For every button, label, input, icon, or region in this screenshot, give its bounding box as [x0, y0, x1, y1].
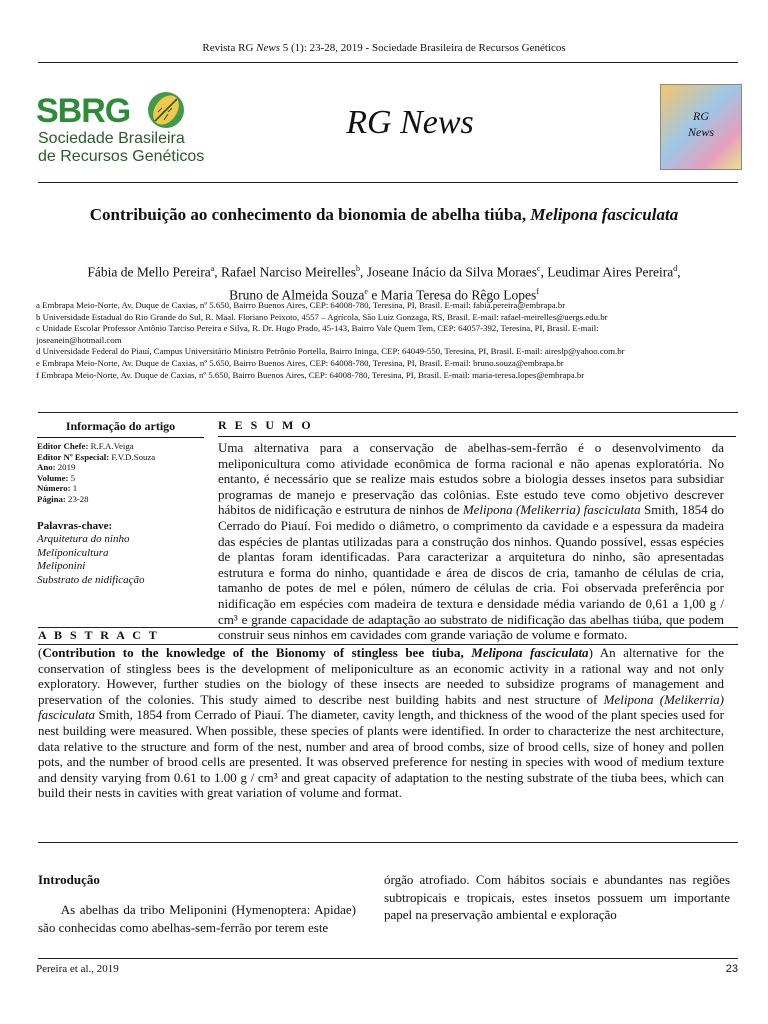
affiliation-line: a Embrapa Meio-Norte, Av. Duque de Caxias, nº 5.650, Bairro Buenos Aires, CEP: 64008-780, Teresina, PI, Brasil. E-mail: fabia.pereira@embrapa.br	[36, 300, 566, 310]
keyword: Arquitetura do ninho	[37, 533, 130, 545]
intro-left-text: As abelhas da tribo Meliponini (Hymenoptera: Apidae) são conhecidas como abelhas-sem-ferrão por terem este	[38, 902, 357, 935]
author-sep: ,	[214, 264, 222, 280]
author-sep: e	[367, 287, 381, 302]
info-line-pagina	[37, 494, 204, 505]
affiliation-line: c Unidade Escolar Professor Antônio Tarciso Pereira e Silva, R. Dr. Hugo Prado, 45-143, Bairro Vale Quem Tem, CEP: 64057-392, Teresina, PI, Brasil. E-mail:	[36, 323, 599, 334]
abstract-rule-bottom	[38, 842, 738, 843]
journal-citation-line	[0, 42, 768, 54]
globe-leaf-icon	[146, 90, 186, 130]
author: Maria Teresa do Rêgo Lopes	[380, 287, 537, 302]
affiliation-line: joseanein@hotmail.com	[36, 334, 122, 345]
author: Fábia de Mello Pereira	[87, 264, 211, 280]
info-value: R.F.A.Veiga	[90, 441, 134, 451]
title-species: Melipona fasciculata	[530, 205, 679, 224]
author: Rafael Narciso Meirelles	[221, 264, 356, 280]
info-line-volume	[37, 473, 204, 484]
author: Joseane Inácio da Silva Moraes	[366, 264, 537, 280]
abstract-heading: A B S T R A C T	[38, 628, 160, 642]
abstract-text	[38, 645, 724, 801]
footer-rule	[38, 958, 738, 959]
author-sup: f	[536, 286, 539, 296]
article-info-box	[37, 418, 204, 587]
author: Bruno de Almeida Souza	[229, 287, 365, 302]
header-rule-top	[38, 62, 738, 63]
abstract-title-species: Melipona fasciculata	[471, 645, 589, 660]
info-value: 1	[72, 483, 78, 493]
info-line-editor-chefe	[37, 441, 204, 452]
author-sep: ,	[540, 264, 548, 280]
info-label: Editor Nº Especial:	[37, 451, 112, 462]
author-list	[30, 259, 738, 304]
author-sup: e	[364, 286, 368, 296]
affiliation-line: b Universidade Estadual do Rio Grande do Sul, R. Maal. Floriano Peixoto, 4557 – Agrícola, São Luiz Gonzaga, RS, Brasil. E-mail: rafael-meirelles@uergs.edu.br	[36, 311, 608, 322]
abstract-paren: )	[588, 645, 593, 660]
section-rule	[38, 412, 738, 413]
footer-citation: Pereira et al., 2019	[36, 963, 119, 975]
keyword: Meliponini	[37, 560, 86, 572]
masthead-title: RG News	[346, 104, 474, 141]
affiliations	[36, 300, 736, 381]
info-line-ano	[37, 462, 204, 473]
resumo-part: Uma alternativa para a conservação de abelhas-sem-ferrão é o desenvolvimento da meliponicultura como atividade econômica de forma racional e não apenas exploratória. No entanto, é necessário que se realize mais estudos sobre a biologia desses insetos para subsidiar programas de manejo e preservação das colônias. Este estudo teve como objetivo descrever hábitos de nidificação e estrutura de ninhos de	[218, 440, 724, 518]
abstract-paren: (	[38, 645, 43, 660]
author-sup: d	[673, 264, 678, 273]
intro-heading: Introdução	[38, 872, 100, 887]
sbrg-logo	[36, 92, 226, 164]
affiliation-line: f Embrapa Meio-Norte, Av. Duque de Caxias, nº 5.650, Bairro Buenos Aires, CEP: 64008-780, Teresina, PI, Brasil. E-mail: maria-teresa.lopes@embrapa.br	[36, 369, 585, 380]
title-main: Contribuição ao conhecimento da bionomia de abelha tiúba,	[89, 205, 531, 224]
abstract-part: Smith, 1854 from Cerrado of Piauí. The diameter, cavity length, and thickness of the wood of the plant species used for nest building were measured. When possible, these species of plants were identified. In order to characterize the nest architecture, data relative to the structure and form of the nest, number and area of brood combs, size of brood cells, size of honey and pollen pots, and the number of brood cells are presented. It was observed preference for nesting in species with wood of medium texture and density varying from 0.61 to 1.00 g / cm³ and great capacity of adaptation to the nesting substrate of the tiuba bees, which can build their nests in cavities with great variation of volume and format.	[38, 707, 724, 801]
article-info-heading: Informação do artigo	[37, 418, 204, 438]
abstract-title: Contribution to the knowledge of the Bionomy of stingless bee tiuba,	[42, 645, 472, 660]
cover-line-1: RG	[693, 109, 709, 123]
intro-right-column: órgão atrofiado. Com hábitos sociais e abundantes nas regiões subtropicais e tropicais, estes insetos possuem um importante papel na preservação ambiental e exploração	[384, 872, 730, 922]
journal-prefix: Revista RG	[202, 42, 257, 54]
affiliation-line: e Embrapa Meio-Norte, Av. Duque de Caxias, nº 5.650, Bairro Buenos Aires, CEP: 64008-780, Teresina, PI, Brasil. E-mail: bruno.souza@embrapa.br	[36, 357, 564, 368]
info-value: 2019	[57, 462, 76, 472]
cover-line-2: News	[687, 125, 714, 139]
keywords-heading: Palavras-chave:	[37, 520, 113, 532]
info-label: Ano:	[37, 462, 58, 472]
logo-line-1: Sociedade Brasileira	[38, 130, 185, 147]
logo-text: SBRG	[36, 92, 131, 130]
resumo-heading: R E S U M O	[218, 418, 736, 437]
resumo-species: Melipona (Melikerria) fasciculata	[462, 502, 641, 518]
info-value: 23-28	[68, 493, 89, 504]
author-sep: ,	[677, 264, 681, 280]
journal-suffix: 5 (1): 23-28, 2019 - Sociedade Brasileira de Recursos Genéticos	[280, 42, 566, 54]
info-label: Página:	[37, 493, 69, 504]
keyword: Substrato de nidificação	[37, 573, 145, 586]
author-sup: a	[210, 264, 215, 273]
header-rule-bottom	[38, 182, 738, 183]
intro-left-column	[38, 901, 356, 936]
page-number: 23	[725, 963, 738, 975]
resumo-text	[218, 440, 724, 643]
info-value: F.V.D.Souza	[111, 451, 156, 462]
author-sup: c	[536, 264, 541, 273]
info-label: Número:	[37, 483, 73, 493]
author-sup: b	[356, 264, 360, 273]
author: Leudimar Aires Pereira	[547, 264, 674, 280]
abstract-species: Melipona (Melikerria) fasciculata	[38, 691, 724, 723]
info-line-editor-especial	[37, 452, 204, 463]
info-line-numero	[37, 483, 204, 494]
logo-line-2: de Recursos Genéticos	[38, 148, 205, 165]
article-title	[60, 204, 708, 226]
journal-cover-thumbnail	[660, 84, 742, 170]
abstract-part: An alternative for the conservation of stingless bees is the development of meliponiculture as an economic activity in a rational way and not only exploratory. However, further studies on the biology of these insects are needed to subsidize programs of management and preservation of the colonies. This study aimed to describe nest building habits and nest structure of	[38, 645, 725, 707]
affiliation-line: d Universidade Federal do Piauí, Campus Universitário Ministro Petrônio Portella, Bairro Ininga, CEP: 64049-550, Teresina, PI, Brasil. E-mail: aireslp@yahoo.com.br	[36, 346, 625, 357]
author-sep: ,	[360, 264, 367, 280]
info-label: Volume:	[37, 472, 71, 483]
info-label: Editor Chefe:	[37, 441, 91, 451]
journal-news: News	[256, 42, 280, 54]
keyword: Meliponicultura	[37, 546, 109, 559]
resumo-part: Smith, 1854 do Cerrado do Piauí. Foi medido o diâmetro, o comprimento da cavidade e a espessura da madeira das espécies de plantas utilizadas para a construção dos ninhos. Quando possível, essas espécies de plantas foram identificadas. Para caracterizar a arquitetura do ninho, são apresentadas estrutura e forma do ninho, quantidade e área de discos de cria, tamanho de células de cria, tamanho de potes de mel e pólen, número de células de cria. Foi observada preferência por nidificação em espécies com madeira de textura e densidade média variando de 0,61 a 1,00 g / cm³ e grande capacidade de adaptação ao substrato de nidificação das abelhas tiúba, que podem construir seus ninhos em cavidades com grande variação de volume e formato.	[218, 502, 724, 643]
info-value: 5	[70, 472, 76, 483]
